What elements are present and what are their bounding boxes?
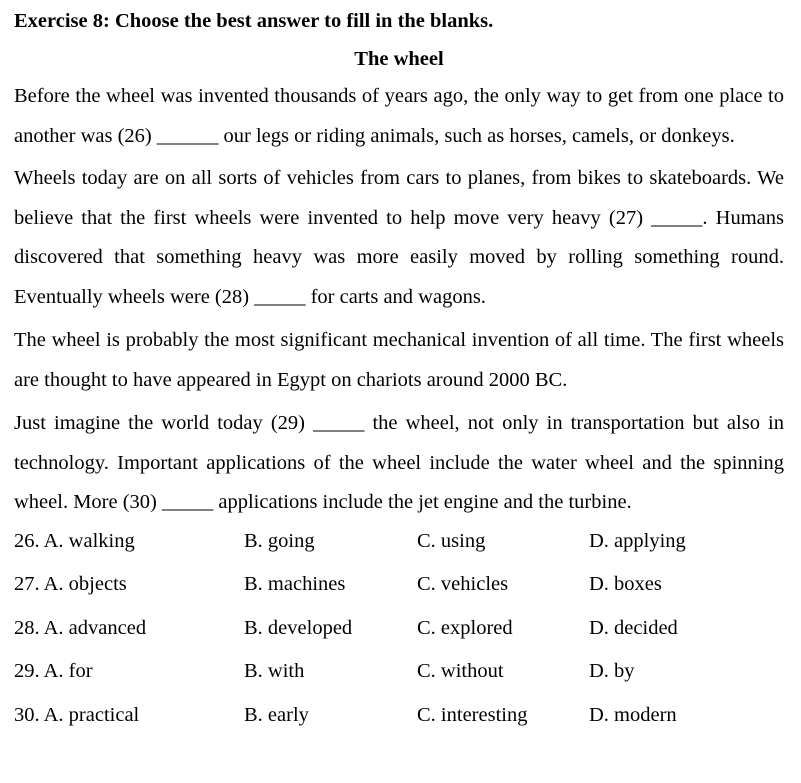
passage-paragraph-2: Wheels today are on all sorts of vehicles from cars to planes, from bikes to skateboards. We believe that the first wheels were invented to help move very heavy (27) _____. Humans discovered that something heavy was more easily moved by rolling something round. Eventually wheels were (28) _____ for carts and wagons.: [14, 167, 784, 308]
option-30-b: B. early: [244, 703, 309, 726]
option-27-a: 27. A. objects: [14, 573, 127, 595]
option-26-c: C. using: [417, 529, 486, 552]
passage-paragraph-3: The wheel is probably the most significant mechanical invention of all time. The first wheels are thought to have appeared in Egypt on chariots around 2000 BC.: [14, 329, 784, 391]
question-29-options: [14, 659, 784, 703]
option-27-c: C. vehicles: [417, 573, 509, 595]
option-26-a: 26. A. walking: [14, 529, 135, 552]
option-30-d: D. modern: [589, 703, 677, 726]
option-26-d: D. applying: [589, 529, 686, 552]
option-30-a: 30. A. practical: [14, 703, 140, 726]
option-29-a: 29. A. for: [14, 660, 93, 682]
option-28-d: D. decided: [589, 616, 678, 639]
worksheet-page: [14, 0, 784, 746]
option-29-b: B. with: [244, 660, 305, 682]
answer-options: [14, 529, 784, 747]
option-28-b: B. developed: [244, 616, 353, 639]
option-28-a: 28. A. advanced: [14, 616, 147, 639]
passage-paragraph-1: Before the wheel was invented thousands of years ago, the only way to get from one place to another was (26) ______ our legs or riding animals, such as horses, camels, or donkeys.: [14, 85, 784, 147]
option-29-d: D. by: [589, 660, 635, 682]
passage-title: The wheel: [354, 48, 444, 70]
option-26-b: B. going: [244, 529, 315, 552]
question-28-options: [14, 616, 784, 660]
option-27-d: D. boxes: [589, 573, 662, 595]
option-29-c: C. without: [417, 660, 504, 682]
option-28-c: C. explored: [417, 616, 513, 639]
option-30-c: C. interesting: [417, 703, 528, 726]
exercise-title: Exercise 8: Choose the best answer to fill in the blanks.: [14, 10, 494, 32]
question-30-options: [14, 703, 784, 747]
passage-paragraph-4: Just imagine the world today (29) _____ the wheel, not only in transportation but also in technology. Important applications of the wheel include the water wheel and the spinning wheel. More (30) _____ applications include the jet engine and the turbine.: [14, 412, 784, 513]
question-26-options: [14, 529, 784, 573]
question-27-options: [14, 572, 784, 616]
option-27-b: B. machines: [244, 573, 346, 595]
